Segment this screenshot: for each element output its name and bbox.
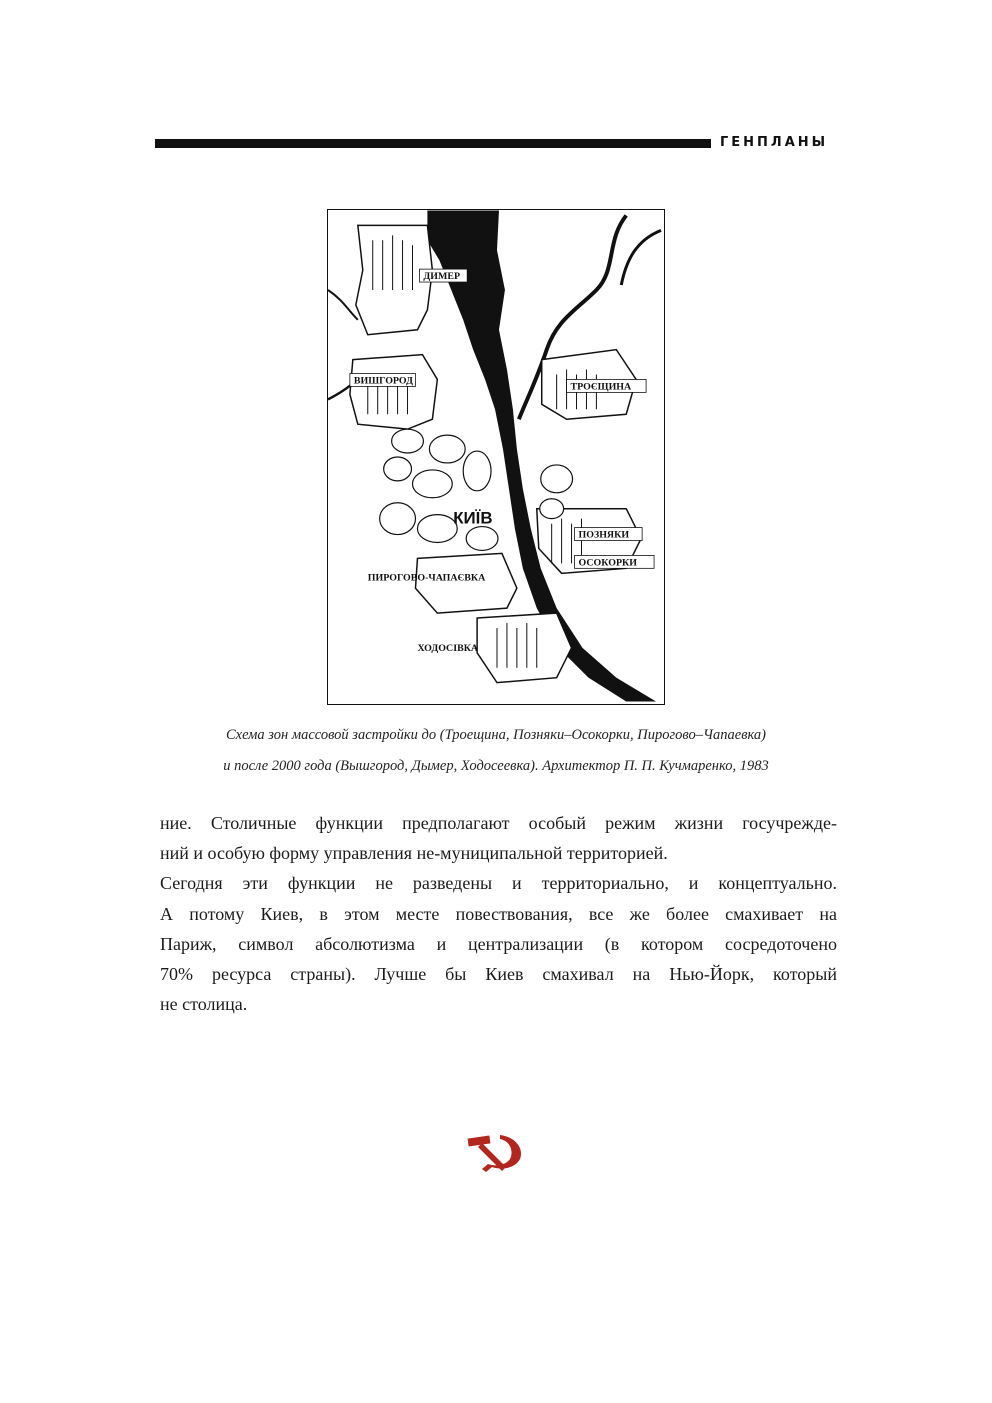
label-dimer: ДИМЕР (423, 271, 461, 283)
zone-vyshgorod (350, 355, 437, 430)
body-line: не столица. (160, 994, 248, 1015)
hammer-and-sickle-icon (462, 1131, 532, 1173)
map-illustration (328, 210, 664, 704)
body-line: ний и особую форму управления не-муниципальной территорией. (160, 843, 668, 864)
city-district (392, 429, 424, 453)
label-pyrohovo: ПИРОГОВО-ЧАПАЄВКА (367, 572, 486, 584)
city-district (412, 470, 452, 498)
city-district (541, 465, 573, 493)
header-rule (155, 139, 711, 148)
caption-line-2: и после 2000 года (Вышгород, Дымер, Ходосеевка). Архитектор П. П. Кучмаренко, 1983 (223, 758, 769, 774)
river-desna-arm (621, 230, 661, 285)
label-pozniaky: ПОЗНЯКИ (578, 529, 630, 541)
zone-khodosivka (477, 613, 571, 683)
figure-caption (150, 720, 842, 782)
section-title: ГЕНПЛАНЫ (720, 135, 829, 150)
body-paragraph (160, 808, 837, 1019)
city-district (380, 503, 416, 535)
map-figure (327, 209, 665, 705)
body-line: Сегодня эти функции не разведены и территориально, и концептуально. (160, 873, 837, 894)
body-line: 70% ресурса страны). Лучше бы Киев смахивал на Нью-Йорк, который (160, 964, 837, 985)
city-district (540, 499, 564, 519)
caption-line-1: Схема зон массовой застройки до (Троещина, Позняки–Осокорки, Пирогово–Чапаевка) (225, 727, 767, 743)
label-troeshchyna: ТРОЄЩИНА (570, 381, 632, 393)
river-tributary (328, 290, 358, 320)
city-district (466, 527, 498, 551)
city-district (384, 457, 412, 481)
city-district (463, 451, 491, 491)
body-line: А потому Киев, в этом месте повествования, все же более смахивает на (160, 903, 837, 924)
city-district (429, 435, 465, 463)
body-line: ние. Столичные функции предполагают особый режим жизни госучрежде- (160, 813, 837, 833)
label-vyshgorod: ВИШГОРОД (353, 375, 414, 387)
city-district (417, 515, 457, 543)
label-kyiv: КИЇВ (453, 508, 493, 528)
body-line: Париж, символ абсолютизма и централизации (в котором сосредоточено (160, 933, 837, 954)
label-khodosivka: ХОДОСІВКА (417, 642, 479, 654)
label-osokorky: ОСОКОРКИ (578, 557, 637, 569)
